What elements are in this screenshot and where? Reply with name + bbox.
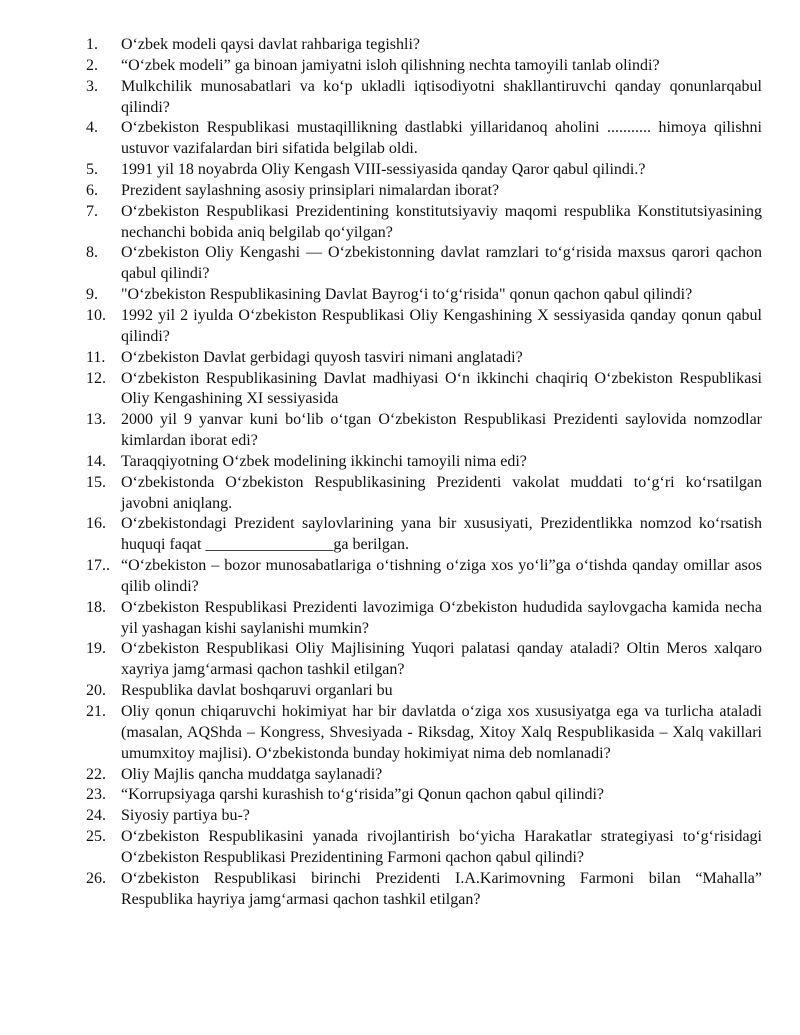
question-text: Siyosiy partiya bu-?	[121, 807, 250, 825]
question-item	[86, 785, 762, 806]
question-number: 12.	[86, 369, 106, 387]
question-number: 10.	[86, 306, 106, 324]
question-text: O‘zbekiston Respublikasi Prezidenti lavozimiga O‘zbekiston hududida saylovgacha kamida necha yil yashagan kishi saylanishi mumkin?	[121, 598, 762, 637]
question-text: O‘zbekistonda O‘zbekiston Respublikasining Prezidenti vakolat muddati to‘g‘ri ko‘rsatilgan javobni aniqlang.	[121, 473, 762, 512]
question-text: O‘zbekiston Respublikasi Oliy Majlisining Yuqori palatasi qanday ataladi? Oltin Meros xalqaro xayriya jamg‘armasi qachon tashkil etilgan?	[121, 640, 762, 679]
question-item	[86, 56, 762, 77]
question-item	[86, 681, 762, 702]
question-number: 7.	[86, 202, 98, 220]
question-text: Oliy qonun chiqaruvchi hokimiyat har bir davlatda o‘ziga xos xususiyatga ega va turlicha ataladi (masalan, AQShda – Kongress, Shvesiyada - Riksdag, Xitoy Xalq Respublikasida – Xalq vakillari umumxitoy majlisi). O‘zbekistonda bunday hokimiyat nima deb nomlanadi?	[121, 703, 762, 762]
question-item	[86, 556, 762, 598]
question-number: 22.	[86, 765, 106, 783]
question-item	[86, 827, 762, 869]
question-text: Taraqqiyotning O‘zbek modelining ikkinchi tamoyili nima edi?	[121, 452, 527, 470]
question-number: 2.	[86, 56, 98, 74]
question-text: O‘zbekiston Oliy Kengashi — O‘zbekistonning davlat ramzlari to‘g‘risida maxsus qarori qachon qabul qilindi?	[121, 244, 762, 283]
question-number: 23.	[86, 786, 106, 804]
question-number: 11.	[86, 348, 106, 366]
question-number: 8.	[86, 244, 98, 262]
question-number: 25.	[86, 828, 106, 846]
question-item	[86, 702, 762, 765]
question-number: 26.	[86, 869, 106, 887]
question-number: 4.	[86, 119, 98, 137]
question-text: 1991 yil 18 noyabrda Oliy Kengash VIII-sessiyasida qanday Qaror qabul qilindi.?	[121, 161, 646, 179]
question-number: 14.	[86, 452, 106, 470]
question-text: O‘zbekiston Respublikasini yanada rivojlantirish bo‘yicha Harakatlar strategiyasi to‘g‘risidagi O‘zbekiston Respublikasi Prezidentining Farmoni qachon qabul qilindi?	[121, 828, 762, 866]
question-text: 1992 yil 2 iyulda O‘zbekiston Respublikasi Oliy Kengashining X sessiyasida qanday qonun qabul qilindi?	[121, 306, 762, 345]
question-number: 19.	[86, 640, 106, 658]
question-text: O‘zbekiston Davlat gerbidagi quyosh tasviri nimani anglatadi?	[121, 348, 523, 366]
question-text: Oliy Majlis qancha muddatga saylanadi?	[121, 765, 383, 783]
question-number: 5.	[86, 161, 98, 179]
question-number: 18.	[86, 598, 106, 616]
question-item	[86, 765, 762, 786]
question-number: 16.	[86, 515, 106, 533]
question-item	[86, 369, 762, 411]
question-number: 24.	[86, 807, 106, 825]
question-text: Mulkchilik munosabatlari va ko‘p ukladli iqtisodiyotni shakllantiruvchi qanday qonunlarqabul qilindi?	[121, 77, 762, 116]
question-item	[86, 869, 762, 911]
question-item	[86, 118, 762, 160]
question-item	[86, 243, 762, 285]
question-item	[86, 639, 762, 681]
question-list	[86, 35, 762, 910]
question-text: O‘zbekiston Respublikasi Prezidentining konstitutsiyaviy maqomi respublika Konstitutsiyasining nechanchi bobida aniq belgilab qo‘yilgan?	[121, 202, 762, 241]
question-number: 20.	[86, 682, 106, 700]
question-text: O‘zbekiston Respublikasining Davlat madhiyasi O‘n ikkinchi chaqiriq O‘zbekiston Respublikasi Oliy Kengashining XI sessiyasida	[121, 369, 762, 408]
question-number: 17..	[86, 557, 110, 575]
question-text: Prezident saylashning asosiy prinsiplari nimalardan iborat?	[121, 181, 500, 199]
question-item	[86, 514, 762, 556]
question-text: O‘zbekiston Respublikasi mustaqillikning dastlabki yillaridanoq aholini ........... himoya qilishni ustuvor vazifalardan biri sifatida belgilab oldi.	[121, 119, 762, 158]
question-item	[86, 806, 762, 827]
question-item	[86, 452, 762, 473]
question-item	[86, 202, 762, 244]
question-item	[86, 77, 762, 119]
question-text: 2000 yil 9 yanvar kuni bo‘lib o‘tgan O‘zbekiston Respublikasi Prezidenti saylovida nomzodlar kimlardan iborat edi?	[121, 411, 762, 450]
question-item	[86, 598, 762, 640]
question-item	[86, 160, 762, 181]
question-item	[86, 35, 762, 56]
question-text: O‘zbek modeli qaysi davlat rahbariga tegishli?	[121, 36, 421, 53]
question-text: Respublika davlat boshqaruvi organlari bu	[121, 682, 393, 700]
question-text: O‘zbekistondagi Prezident saylovlarining yana bir xususiyati, Prezidentlikka nomzod ko‘rsatish huquqi faqat ________________ga berilgan.	[121, 515, 762, 554]
question-number: 21.	[86, 703, 106, 720]
question-number: 15.	[86, 473, 106, 491]
question-number: 1.	[86, 36, 98, 53]
question-text: O‘zbekiston Respublikasi birinchi Prezidenti I.A.Karimovning Farmoni bilan “Mahalla” Respublika hayriya jamg‘armasi qachon tashkil etilgan?	[121, 869, 762, 908]
question-number: 3.	[86, 77, 98, 95]
question-item	[86, 410, 762, 452]
question-text: "O‘zbekiston Respublikasining Davlat Bayrog‘i to‘g‘risida" qonun qachon qabul qilindi?	[121, 286, 693, 304]
question-text: “O‘zbekiston – bozor munosabatlariga o‘tishning o‘ziga xos yo‘li”ga o‘tishda qanday omillar asos qilib olindi?	[121, 557, 762, 595]
question-text: “O‘zbek modeli” ga binoan jamiyatni isloh qilishning nechta tamoyili tanlab olindi?	[121, 56, 660, 74]
question-item	[86, 348, 762, 369]
question-number: 9.	[86, 286, 98, 304]
question-text: “Korrupsiyaga qarshi kurashish to‘g‘risida”gi Qonun qachon qabul qilindi?	[121, 786, 604, 804]
question-item	[86, 306, 762, 348]
question-item	[86, 473, 762, 515]
question-item	[86, 181, 762, 202]
question-number: 6.	[86, 181, 98, 199]
question-number: 13.	[86, 411, 106, 429]
question-item	[86, 285, 762, 306]
